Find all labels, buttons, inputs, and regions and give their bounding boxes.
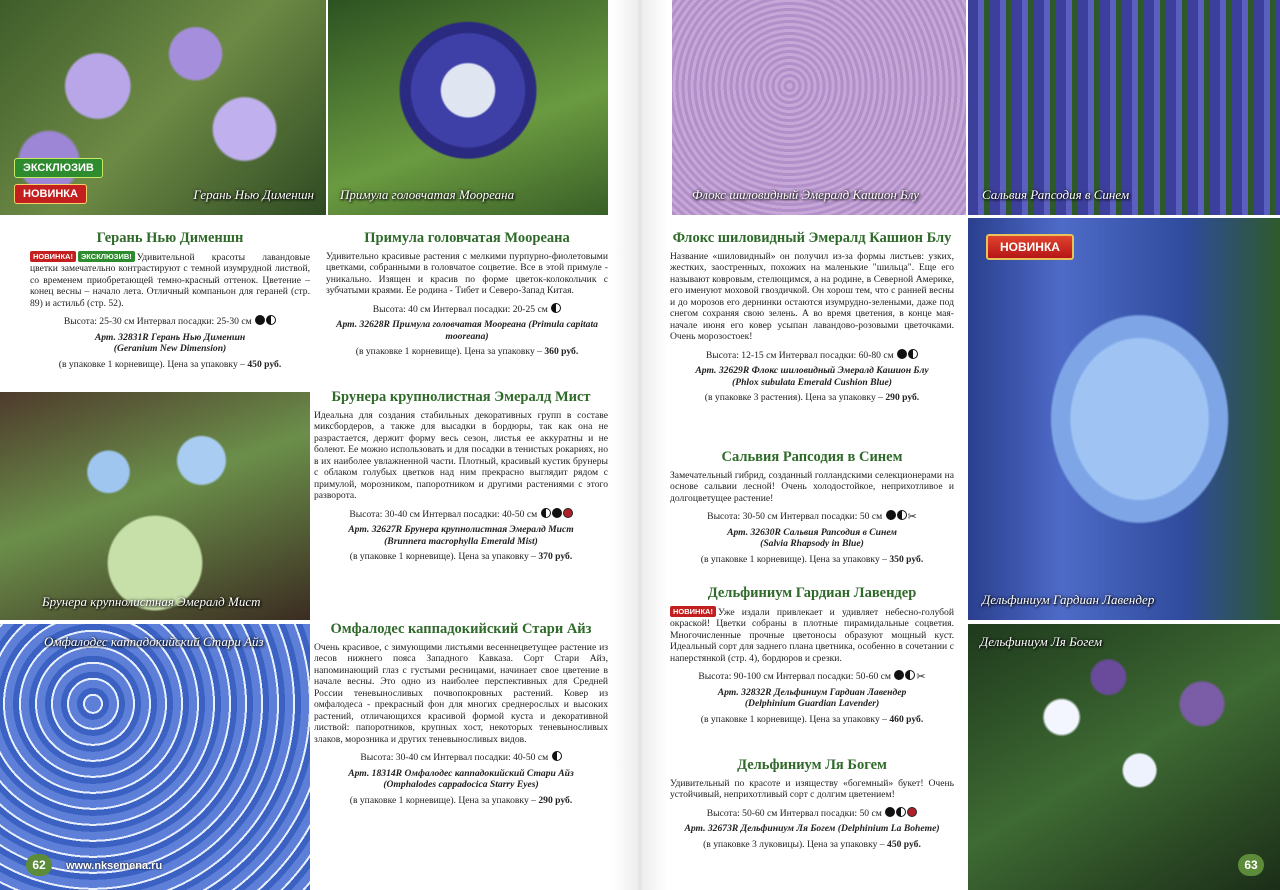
geranium-desc-text: Удивительной красоты лавандовые цветки замечательно контрастируют с темной изумрудной листвой, со временем приобретающей темно-красный оттенок. Цветение – конец весны – начало лета. Отличный компаньон для гераней (стр. 89) и астильб (стр. 52). [30,251,310,309]
partial-shade-icon [552,751,562,761]
delphinium-boheme-price [670,839,954,851]
phlox-art: Арт. 32629R Флокс шиловидный Эмералд Кашион Блу [695,365,929,376]
omphalodes-meta-text: Высота: 30-40 см Интервал посадки: 40-50 см [360,752,549,763]
brunnera-description: Идеальна для создания стабильных декоративных групп в составе миксбордеров, а также для высадки в бордюры, так как она не разрастается, держит форму весь сезон, листья ее аккуратны и не болеют. Ее можно использовать и для посадки в тенистых рокариях, но в их наиболее увлажненной части. Плотный, красивый кустик брунеры с облаком голубых цветков над ним прекрасно выглядит рядом с примулой, морозником, папоротником и другими растениями с этого разворота. [314,409,608,501]
brunnera-price-prefix: (в упаковке 1 корневище). Цена за упаковку – [349,551,536,562]
phlox-description: Название «шиловидный» он получил из-за формы листьев: узких, жестких, заостренных, похожих на маленькие "шильца". Еще его называют ковровым, стелющимся, а на родине, в Северной Америке, его именуют моховой гвоздичкой. Он хорош тем, что с ранней весны и до морозов его дернинки остаются изумрудно-зелеными, даже под снегом сохраняя свою зелень. А во время цветения, в конце мая-начале июня его ковер усыпан лавандово-розовыми цветочками. Очень морозостоек! [670,250,954,342]
salvia-photo [968,0,1280,215]
phlox-price-prefix: (в упаковке 3 растения). Цена за упаковку – [704,392,883,403]
delphinium-boheme-article [670,757,954,858]
delphinium-guardian-price-value: 460 руб. [889,713,924,725]
brunnera-art: Арт. 32627R Брунера крупнолистная Эмералд Мист [348,524,574,535]
geranium-price-prefix: (в упаковке 1 корневище). Цена за упаковку – [58,358,245,370]
geranium-description [30,251,310,310]
delphinium-boheme-meta-text: Высота: 50-60 см Интервал посадки: 50 см [706,807,882,819]
delphinium-boheme-price-prefix: (в упаковке 3 луковицы). Цена за упаковку – [703,838,885,850]
delphinium-boheme-photo [968,624,1280,890]
brunnera-caption: Брунера крупнолистная Эмералд Мист [42,594,261,609]
salvia-price [670,554,954,566]
geranium-caption: Герань Нью Дименшн [193,187,314,202]
brunnera-photo [0,392,310,620]
primula-art: Арт. 32628R Примула головчатая Моореана (Primula capitata mooreana) [336,319,598,342]
full-sun-icon [886,510,896,520]
new-inline-badge: НОВИНКА! [670,606,716,618]
geranium-price-value: 450 руб. [247,358,282,370]
geranium-article [30,230,310,378]
delphinium-guardian-meta [670,670,954,683]
full-sun-icon [897,349,907,359]
primula-meta-text: Высота: 40 см Интервал посадки: 20-25 см [372,303,548,315]
partial-shade-icon [541,508,551,518]
geranium-art: Арт. 32831R Герань Нью Дименшн [94,331,246,343]
delphinium-guardian-price-prefix: (в упаковке 1 корневище). Цена за упаковку – [700,713,887,725]
primula-description: Удивительно красивые растения с мелкими пурпурно-фиолетовыми цветками, собранными в головчатое соцветие. Все в этой примуле - уникально. Изящен и красив по форме цветок-колокольчик с зубчатыми краями. Ее родина - Тибет и Северо-Запад Китая. [326,250,608,296]
delphinium-boheme-art: Арт. 32673R Дельфиниум Ля Богем (Delphinium La Boheme) [684,823,940,834]
omphalodes-description: Очень красивое, с зимующими листьями весеннецветущее растение из лесов нижнего пояса Западного Кавказа. Сорт Стари Айз, напоминающий глаз с густыми ресницами, начинает свое цветение в начале весны. Это одно из наиболее перспективных для Средней России теневыносливых почвопокровных растений. Ковер из омфалодеса - прекрасный фон для многих среднерослых и высоких растений, отличающихся красивой формой куста и декоративной листвой: папоротников, крупных хост, некоторых теневыносливых злаков, морозника и других теневыносливых видов. [314,641,608,745]
salvia-caption: Сальвия Рапсодия в Синем [982,187,1130,202]
primula-price-prefix: (в упаковке 1 корневище). Цена за упаковку – [355,346,542,357]
omphalodes-meta [314,751,608,764]
page-gutter [612,0,668,890]
phlox-meta [670,349,954,362]
salvia-title: Сальвия Рапсодия в Синем [721,449,903,465]
partial-shade-icon [896,807,906,817]
geranium-photo [0,0,326,215]
brunnera-price [314,551,608,563]
phlox-latin: (Phlox subulata Emerald Cushion Blue) [732,376,892,388]
phlox-meta-text: Высота: 12-15 см Интервал посадки: 60-80 см [705,349,894,361]
geranium-meta [30,315,310,328]
phlox-price-value: 290 руб. [885,392,920,403]
delphinium-guardian-meta-text: Высота: 90-100 см Интервал посадки: 50-60 см [698,671,891,682]
delphinium-guardian-caption: Дельфиниум Гардиан Лавендер [982,592,1155,607]
shade-icon [552,508,562,518]
geranium-title: Герань Нью Дименшн [96,230,244,246]
brunnera-title: Брунера крупнолистная Эмералд Мист [331,389,591,405]
delphinium-boheme-description: Удивительный по красоте и изяществу «богемный» букет! Очень устойчивый, неприхотливый сорт с долгим цветением! [670,777,954,800]
brunnera-article [314,389,608,571]
phlox-photo [672,0,966,215]
brunnera-price-value: 370 руб. [538,551,573,562]
pest-resistant-icon [563,508,573,518]
new-badge-big: НОВИНКА [986,234,1074,260]
delphinium-boheme-price-value: 450 руб. [887,838,921,850]
delphinium-guardian-art: Арт. 32832R Дельфиниум Гардиан Лавендер [717,686,907,698]
primula-title: Примула головчатая Моореана [364,230,570,246]
salvia-meta-text: Высота: 30-50 см Интервал посадки: 50 см [707,511,883,522]
omphalodes-article [314,621,608,814]
salvia-article [670,449,954,573]
partial-shade-icon [266,315,276,325]
partial-shade-icon [905,670,915,680]
salvia-meta [670,510,954,523]
omphalodes-latin: (Omphalodes cappadocica Starry Eyes) [383,779,539,790]
exclusive-inline-badge: ЭКСКЛЮЗИВ! [78,251,135,263]
partial-shade-icon [551,303,561,313]
omphalodes-art: Арт. 18314R Омфалодес каппадокийский Стари Айз [348,767,574,779]
page-number-left: 62 [26,854,52,876]
brunnera-latin: (Brunnera macrophylla Emerald Mist) [384,535,538,547]
exclusive-badge: ЭКСКЛЮЗИВ [14,158,103,178]
phlox-article [670,230,954,412]
delphinium-boheme-caption: Дельфиниум Ля Богем [980,634,1103,649]
delphinium-guardian-price [670,714,954,726]
brunnera-meta [314,508,608,521]
salvia-price-prefix: (в упаковке 1 корневище). Цена за упаковку – [700,553,887,565]
delphinium-guardian-photo [968,218,1280,620]
primula-article [326,230,608,366]
primula-photo [328,0,608,215]
new-inline-badge: НОВИНКА! [30,251,76,263]
phlox-price [670,392,954,404]
omphalodes-price-prefix: (в упаковке 1 корневище). Цена за упаковку – [349,794,536,806]
primula-meta [326,303,608,316]
salvia-art: Арт. 32630R Сальвия Рапсодия в Синем [727,526,897,538]
full-sun-icon [885,807,895,817]
partial-shade-icon [897,510,907,520]
omphalodes-price-value: 290 руб. [538,794,573,806]
phlox-caption: Флокс шиловидный Эмералд Кашион Блу [692,187,920,202]
salvia-description: Замечательный гибрид, созданный голландскими селекционерами на основе сальвии лесной! Очень холодостойкое, неприхотливое и долгоцветущее растение! [670,469,954,504]
phlox-title: Флокс шиловидный Эмералд Кашион Блу [672,230,952,246]
site-url: www.nksemena.ru [66,860,163,872]
new-badge: НОВИНКА [14,184,87,204]
cut-flower-icon: ✂ [916,670,926,683]
pest-resistant-icon [907,807,917,817]
delphinium-guardian-latin: (Delphinium Guardian Lavender) [744,698,880,709]
full-sun-icon [894,670,904,680]
primula-caption: Примула головчатая Моореана [340,187,515,202]
partial-shade-icon [908,349,918,359]
delphinium-guardian-description [670,606,954,665]
geranium-meta-text: Высота: 25-30 см Интервал посадки: 25-30 см [63,316,252,327]
delphinium-guardian-desc-text: Уже издали привлекает и удивляет небесно-голубой окраской! Цветки собраны в плотные пирамидальные соцветия. Многочисленные прочные цветоносы образуют мощный куст. Идеальный сорт для заднего плана цветника, особенно в сочетании с наперстянкой (стр. 4), бордюров и срезки. [670,606,954,664]
delphinium-boheme-title: Дельфиниум Ля Богем [737,757,887,773]
primula-price [326,346,608,358]
omphalodes-caption: Омфалодес каппадокийский Стари Айз [44,634,264,649]
full-sun-icon [255,315,265,325]
geranium-latin: (Geranium New Dimension) [113,343,227,354]
primula-price-value: 360 руб. [544,346,579,357]
salvia-price-value: 350 руб. [889,553,924,565]
delphinium-boheme-meta [670,807,954,820]
omphalodes-title: Омфалодес каппадокийский Стари Айз [330,621,592,637]
omphalodes-price [314,795,608,807]
delphinium-guardian-article [670,585,954,733]
cut-flower-icon: ✂ [907,510,917,523]
page-number-right: 63 [1238,854,1264,876]
geranium-price [30,359,310,371]
omphalodes-photo [0,624,310,890]
salvia-latin: (Salvia Rhapsody in Blue) [760,538,864,549]
brunnera-meta-text: Высота: 30-40 см Интервал посадки: 40-50 см [349,508,538,520]
delphinium-guardian-title: Дельфиниум Гардиан Лавендер [707,585,917,601]
